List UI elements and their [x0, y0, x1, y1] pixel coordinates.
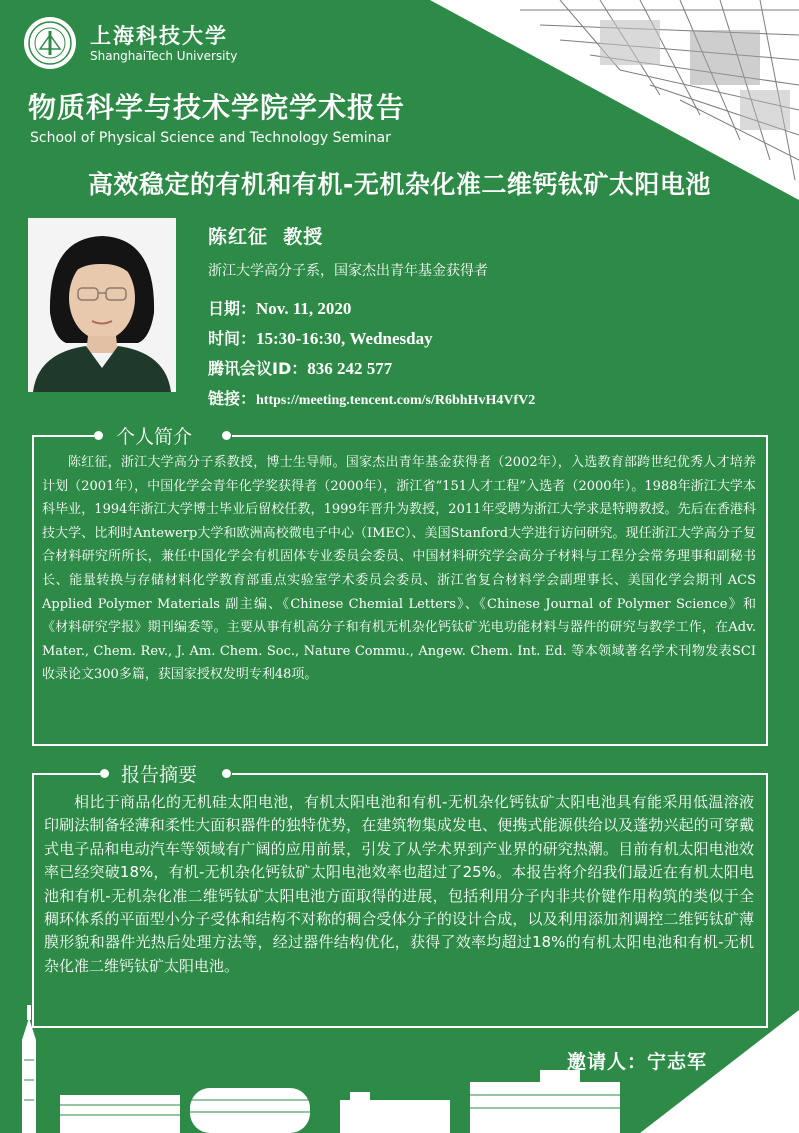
bio-head-line-left	[32, 435, 94, 437]
university-logo	[22, 15, 78, 71]
meeting-link-label: 链接：	[208, 389, 257, 408]
inviter: 邀请人：宁志军	[567, 1051, 708, 1073]
abstract-heading: 报告摘要	[113, 760, 205, 787]
date-value: Nov. 11, 2020	[256, 299, 352, 318]
abstract-dot-right	[222, 769, 231, 778]
abstract-text: 相比于商品化的无机硅太阳电池，有机太阳电池和有机-无机杂化钙钛矿太阳电池具有能采用低温溶液印刷法制备轻薄和柔性大面积器件的独特优势，在建筑物集成发电、便携式能源供给以及蓬勃兴起的可穿戴式电子品和电动汽车等领域有广阔的应用前景，引发了从学术界到产业界的研究热潮。目前有机太阳电池效率已经突破18%，有机-无机杂化钙钛矿太阳电池效率也超过了25%。本报告将介绍我们最近在有机太阳电池和有机-无机杂化准二维钙钛矿太阳电池方面取得的进展，包括利用分子内非共价键作用构筑的类似于全稠环体系的平面型小分子受体和结构不对称的稠合受体分子的设计合成，以及利用添加剂调控二维钙钛矿薄膜形貌和器件光热后处理方法等，经过器件结构优化，获得了效率均超过18%的有机太阳电池和有机-无机杂化准二维钙钛矿太阳电池。	[44, 793, 754, 975]
time-row	[208, 326, 433, 349]
talk-title: 高效稳定的有机和有机-无机杂化准二维钙钛矿太阳电池	[88, 170, 711, 199]
university-name-en: ShanghaiTech University	[90, 49, 238, 63]
seminar-title-en: School of Physical Science and Technology Seminar	[30, 130, 391, 146]
abstract-head-line-left	[32, 773, 100, 775]
meeting-link-row	[208, 386, 535, 409]
speaker-affiliation: 浙江大学高分子系，国家杰出青年基金获得者	[208, 263, 488, 279]
time-label: 时间：	[208, 329, 257, 348]
university-name-cn: 上海科技大学	[90, 24, 228, 48]
bio-text: 陈红征，浙江大学高分子系教授，博士生导师。国家杰出青年基金获得者（2002年），入选教育部跨世纪优秀人才培养计划（2001年），中国化学会青年化学奖获得者（2000年），浙江省“151人才工程”入选者（2000年）。1988年浙江大学本科毕业，1994年浙江大学博士毕业后留校任教，1999年晋升为教授，2011年受聘为浙江大学求是特聘教授。先后在香港科技大学、比利时Antewerp大学和欧洲高校微电子中心（IMEC）、美国Stanford大学进行访问研究。现任浙江大学高分子复合材料研究所所长，兼任中国化学会有机固体专业委员会委员、中国材料研究学会高分子材料与工程分会常务理事和副秘书长、能量转换与存储材料化学教育部重点实验室学术委员会委员、浙江省复合材料学会副理事长、美国化学会期刊 ACS Applied Polymer Materials 副主编、《Chinese Chemial Letters》、《Chinese Journal of Polymer Science》和《材料研究学报》期刊编委等。主要从事有机高分子和有机无机杂化钙钛矿光电功能材料与器件的研究与教学工作，在Adv. Mater., Chem. Rev., J. Am. Chem. Soc., Nature Commu., Angew. Chem. Int. Ed. 等本领域著名学术刊物发表SCI收录论文300多篇，获国家授权发明专利48项。	[42, 455, 756, 683]
meeting-id-value: 836 242 577	[307, 359, 393, 378]
date-row	[208, 296, 351, 319]
date-label: 日期：	[208, 299, 257, 318]
abstract-head-line-right	[232, 773, 766, 775]
meeting-link-value[interactable]: https://meeting.tencent.com/s/R6bhHvH4VfV2	[256, 393, 536, 408]
meeting-id-row	[208, 356, 392, 379]
speaker-photo	[28, 218, 176, 392]
bio-head-line-right	[232, 435, 766, 437]
abstract-dot-left	[100, 769, 109, 778]
bio-dot-left	[94, 431, 103, 440]
bio-heading: 个人简介	[108, 422, 200, 449]
bio-dot-right	[222, 431, 231, 440]
seminar-title-cn: 物质科学与技术学院学术报告	[28, 91, 406, 124]
speaker-name: 陈红征 教授	[208, 226, 324, 248]
meeting-id-label: 腾讯会议ID：	[208, 359, 308, 378]
time-value: 15:30-16:30, Wednesday	[256, 329, 433, 348]
